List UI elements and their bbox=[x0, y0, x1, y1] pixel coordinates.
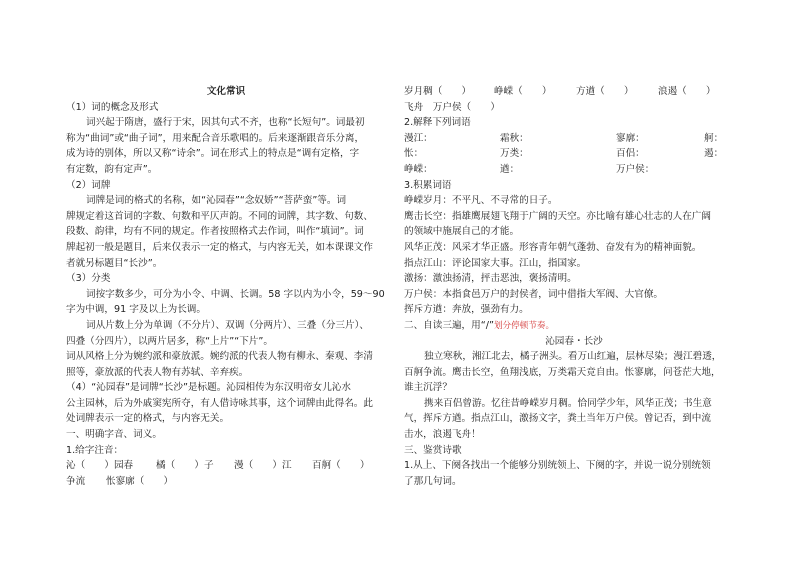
pinyin-item: 漫（ ）江 bbox=[234, 460, 292, 472]
poem-line: 击水，浪遏飞舟！ bbox=[404, 429, 481, 441]
pinyin-item: 百舸（ ） bbox=[312, 460, 370, 472]
gloss-item: 霜秋： bbox=[500, 132, 529, 144]
pinyin-item: 橘（ ）子 bbox=[156, 460, 214, 472]
vocab-entry: 挥斥方遒：奔放，强劲有力。 bbox=[404, 304, 529, 316]
pinyin-row bbox=[66, 474, 386, 490]
paragraph-line: 四叠（分四片），以两片居多，称“上片”“下片”。 bbox=[66, 335, 273, 347]
vocab-entry: 风华正茂：风采才华正盛。形容青年朝气蓬勃、奋发有为的精神面貌。 bbox=[404, 241, 702, 253]
paragraph-line: 公主园林，后为外戚窦宪所夺，有人借诗咏其事，这个词牌由此得名。此 bbox=[66, 397, 373, 409]
pinyin-item: 沁（ ）园春 bbox=[66, 460, 134, 472]
paragraph-line: 词兴起于隋唐，盛行于宋，因其句式不齐，也称“长短句”。词最初 bbox=[86, 117, 365, 129]
paragraph-line: 处词牌表示一定的格式，与内容无关。 bbox=[66, 413, 230, 425]
pinyin-item: 方遒（ ） bbox=[576, 86, 634, 97]
vocab-entry: 万户侯：本指食邑万户的封侯者，词中借指大军阀、大官僚。 bbox=[404, 288, 664, 300]
gloss-row bbox=[404, 131, 744, 147]
question-2-heading: 2.解释下列词语 bbox=[404, 117, 471, 129]
part-2-note: 划分停顿节奏。 bbox=[493, 320, 555, 331]
part-2-heading bbox=[404, 318, 744, 334]
gloss-item: 怅： bbox=[404, 148, 424, 160]
part-1-heading: 一、明确字音、词义。 bbox=[66, 429, 162, 441]
gloss-item: 遒： bbox=[500, 163, 520, 175]
paragraph-line: 字为中调，91 字及以上为长调。 bbox=[66, 304, 206, 316]
part-2-text: 二、自读三遍，用“/” bbox=[404, 319, 494, 331]
question-3-heading: 3.积累词语 bbox=[404, 179, 452, 191]
right-column bbox=[404, 84, 744, 489]
document-title: 文化常识 bbox=[206, 86, 246, 97]
paragraph-line: 词牌是词的格式的名称，如“沁园春”“念奴娇”“菩萨蛮”等。词 bbox=[86, 195, 347, 207]
paragraph-line: 照等，豪放派的代表人物有苏轼、辛弃疾。 bbox=[66, 366, 249, 378]
pinyin-row bbox=[404, 84, 744, 100]
paragraph-line: 者就另标题目“长沙”。 bbox=[66, 257, 163, 269]
poem-line: 携来百侣曾游。忆往昔峥嵘岁月稠。恰同学少年，风华正茂；书生意 bbox=[424, 397, 712, 409]
part-3-heading: 三、鉴赏诗歌 bbox=[404, 444, 462, 456]
question-line: 了那几句词。 bbox=[404, 475, 462, 487]
vocab-entry: 鹰击长空：指雄鹰展翅飞翔于广阔的天空。亦比喻有雄心壮志的人在广阔 bbox=[404, 210, 711, 222]
gloss-item: 遏： bbox=[704, 148, 724, 160]
poem-line: 气，挥斥方遒。指点江山，激扬文字，粪土当年万户侯。曾记否，到中流 bbox=[404, 413, 711, 425]
paragraph-line: 成为诗的别体，所以又称“诗余”。词在形式上的特点是“调有定格，字 bbox=[66, 148, 360, 160]
poem-line: 独立寒秋，湘江北去，橘子洲头。看万山红遍，层林尽染；漫江碧透， bbox=[424, 351, 722, 363]
paragraph-line: 牌规定着这首词的字数、句数和平仄声韵。不同的词牌，其字数、句数、 bbox=[66, 210, 373, 222]
pinyin-item: 争流 bbox=[66, 475, 86, 487]
paragraph-line: 有定数，韵有定声”。 bbox=[66, 163, 158, 175]
vocab-entry: 指点江山：评论国家大事。江山，指国家。 bbox=[404, 257, 587, 269]
question-1-heading: 1.给字注音： bbox=[66, 444, 124, 456]
vocab-entry: 的领域中施展自己的才能。 bbox=[404, 226, 520, 238]
gloss-row bbox=[404, 162, 744, 178]
gloss-item: 寥廓： bbox=[616, 132, 645, 144]
question-line: 1.从上、下阕各找出一个能够分别统领上、下阕的字，并说一说分别统领 bbox=[404, 460, 711, 472]
paragraph-line: 牌起初一般是题目，后来仅表示一定的格式，与内容无关，如本课课文作 bbox=[66, 241, 373, 253]
pinyin-row bbox=[66, 458, 386, 474]
poem-title: 沁园春・长沙 bbox=[545, 335, 603, 347]
poem-line: 谁主沉浮？ bbox=[404, 382, 452, 394]
gloss-item: 漫江： bbox=[404, 132, 433, 144]
paragraph-line: 段数、韵律，均有不同的规定。作者按照格式去作词，叫作“填词”。词 bbox=[66, 226, 364, 238]
gloss-item: 舸： bbox=[704, 132, 724, 144]
left-column bbox=[66, 84, 386, 489]
pinyin-item: 岁月稠（ ） bbox=[404, 86, 472, 97]
section-3-heading: （3）分类 bbox=[66, 273, 111, 285]
pinyin-item: 飞舟 万户侯（ ） bbox=[404, 101, 500, 113]
gloss-row bbox=[404, 146, 744, 162]
paragraph-line: 称为“曲词”或“曲子词”，用来配合音乐歌唱的。后来逐渐跟音乐分离， bbox=[66, 132, 365, 144]
paragraph-line: 词从风格上分为婉约派和豪放派。婉约派的代表人物有柳永、秦观、李清 bbox=[66, 351, 373, 363]
gloss-item: 百侣： bbox=[616, 148, 645, 160]
paragraph-line: 词按字数多少，可分为小令、中调、长调。58 字以内为小令，59～90 bbox=[86, 288, 385, 300]
paragraph-line: 词从片数上分为单调（不分片）、双调（分两片）、三叠（分三片）、 bbox=[86, 319, 370, 331]
section-4-line: （4）“沁园春”是词牌“长沙”是标题。沁园相传为东汉明帝女儿沁水 bbox=[66, 382, 352, 394]
pinyin-item: 怅寥廓（ ） bbox=[106, 475, 174, 487]
gloss-item: 万户侯： bbox=[616, 163, 655, 175]
gloss-item: 万类： bbox=[500, 148, 529, 160]
poem-line: 百舸争流。鹰击长空，鱼翔浅底，万类霜天竞自由。怅寥廓，问苍茫大地， bbox=[404, 366, 721, 378]
pinyin-item: 浪遏（ ） bbox=[658, 86, 716, 97]
section-2-heading: （2）词牌 bbox=[66, 179, 111, 191]
vocab-entry: 峥嵘岁月：不平凡、不寻常的日子。 bbox=[404, 195, 558, 207]
section-1-heading: （1）词的概念及形式 bbox=[66, 101, 159, 113]
vocab-entry: 激扬：激浊扬清，抨击恶浊，褒扬清明。 bbox=[404, 273, 577, 285]
gloss-item: 峥嵘： bbox=[404, 163, 433, 175]
pinyin-item: 峥嵘（ ） bbox=[494, 86, 552, 97]
